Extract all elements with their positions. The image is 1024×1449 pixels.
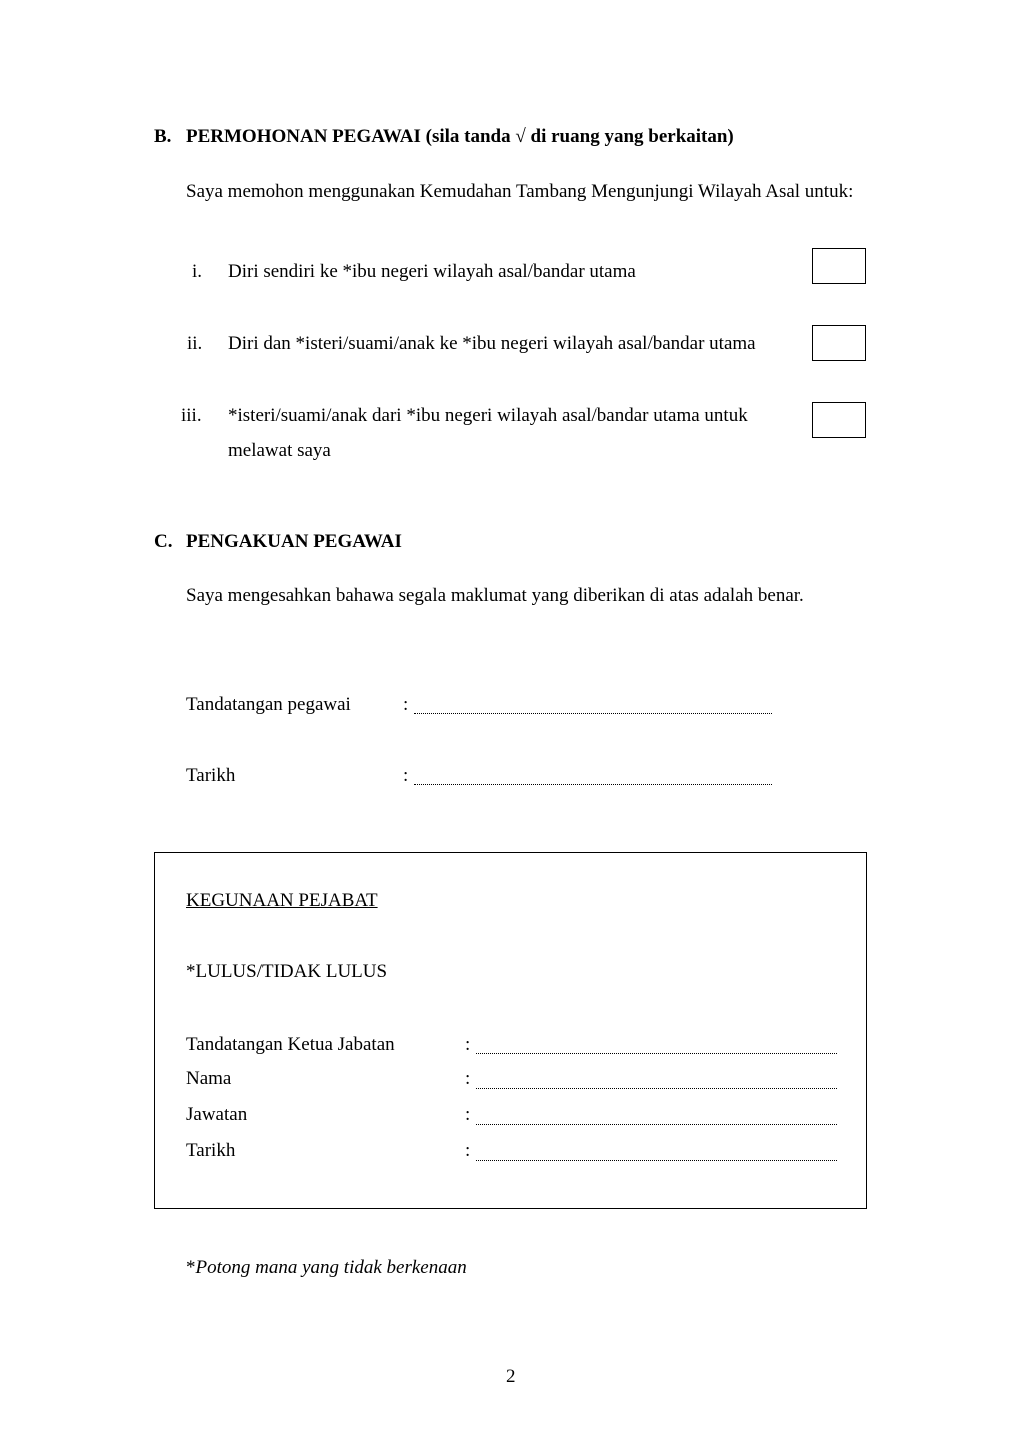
approval-decision: *LULUS/TIDAK LULUS (186, 961, 388, 982)
option-iii-number: iii. (181, 405, 202, 426)
head-signature-label: Tandatangan Ketua Jabatan (186, 1034, 395, 1055)
position-colon: : (465, 1104, 471, 1125)
employee-signature-line[interactable] (414, 713, 772, 714)
option-ii-text: Diri dan *isteri/suami/anak ke *ibu negeri wilayah asal/bandar utama (228, 333, 756, 354)
option-iii-text-line1: *isteri/suami/anak dari *ibu negeri wilayah asal/bandar utama untuk (228, 405, 748, 426)
option-iii-text-line2: melawat saya (228, 440, 331, 461)
employee-signature-colon: : (403, 694, 409, 715)
section-b-title: PERMOHONAN PEGAWAI (sila tanda √ di ruang yang berkaitan) (186, 126, 734, 147)
office-date-colon: : (465, 1140, 471, 1161)
office-use-title: KEGUNAAN PEJABAT (186, 890, 378, 911)
head-signature-line[interactable] (476, 1053, 837, 1054)
footnote-star: * (186, 1257, 196, 1278)
option-ii-checkbox[interactable] (812, 325, 866, 361)
section-b-intro: Saya memohon menggunakan Kemudahan Tambang Mengunjungi Wilayah Asal untuk: (186, 181, 854, 202)
name-label: Nama (186, 1068, 232, 1089)
position-line[interactable] (476, 1124, 837, 1125)
employee-date-label: Tarikh (186, 765, 236, 786)
employee-signature-label: Tandatangan pegawai (186, 694, 351, 715)
section-c-title: PENGAKUAN PEGAWAI (186, 531, 402, 552)
footnote (186, 1257, 467, 1279)
head-signature-colon: : (465, 1034, 471, 1055)
office-date-label: Tarikh (186, 1140, 236, 1161)
employee-date-line[interactable] (414, 784, 772, 785)
option-i-checkbox[interactable] (812, 248, 866, 284)
option-i-text: Diri sendiri ke *ibu negeri wilayah asal/bandar utama (228, 261, 636, 282)
employee-date-colon: : (403, 765, 409, 786)
section-b-letter: B. (154, 126, 172, 147)
office-date-line[interactable] (476, 1160, 837, 1161)
position-label: Jawatan (186, 1104, 248, 1125)
option-ii-number: ii. (187, 333, 203, 354)
section-c-letter: C. (154, 531, 173, 552)
name-line[interactable] (476, 1088, 837, 1089)
declaration-statement: Saya mengesahkan bahawa segala maklumat yang diberikan di atas adalah benar. (186, 585, 804, 606)
option-i-number: i. (192, 261, 203, 282)
option-iii-checkbox[interactable] (812, 402, 866, 438)
name-colon: : (465, 1068, 471, 1089)
footnote-text: Potong mana yang tidak berkenaan (195, 1257, 467, 1278)
page-number: 2 (506, 1366, 516, 1387)
